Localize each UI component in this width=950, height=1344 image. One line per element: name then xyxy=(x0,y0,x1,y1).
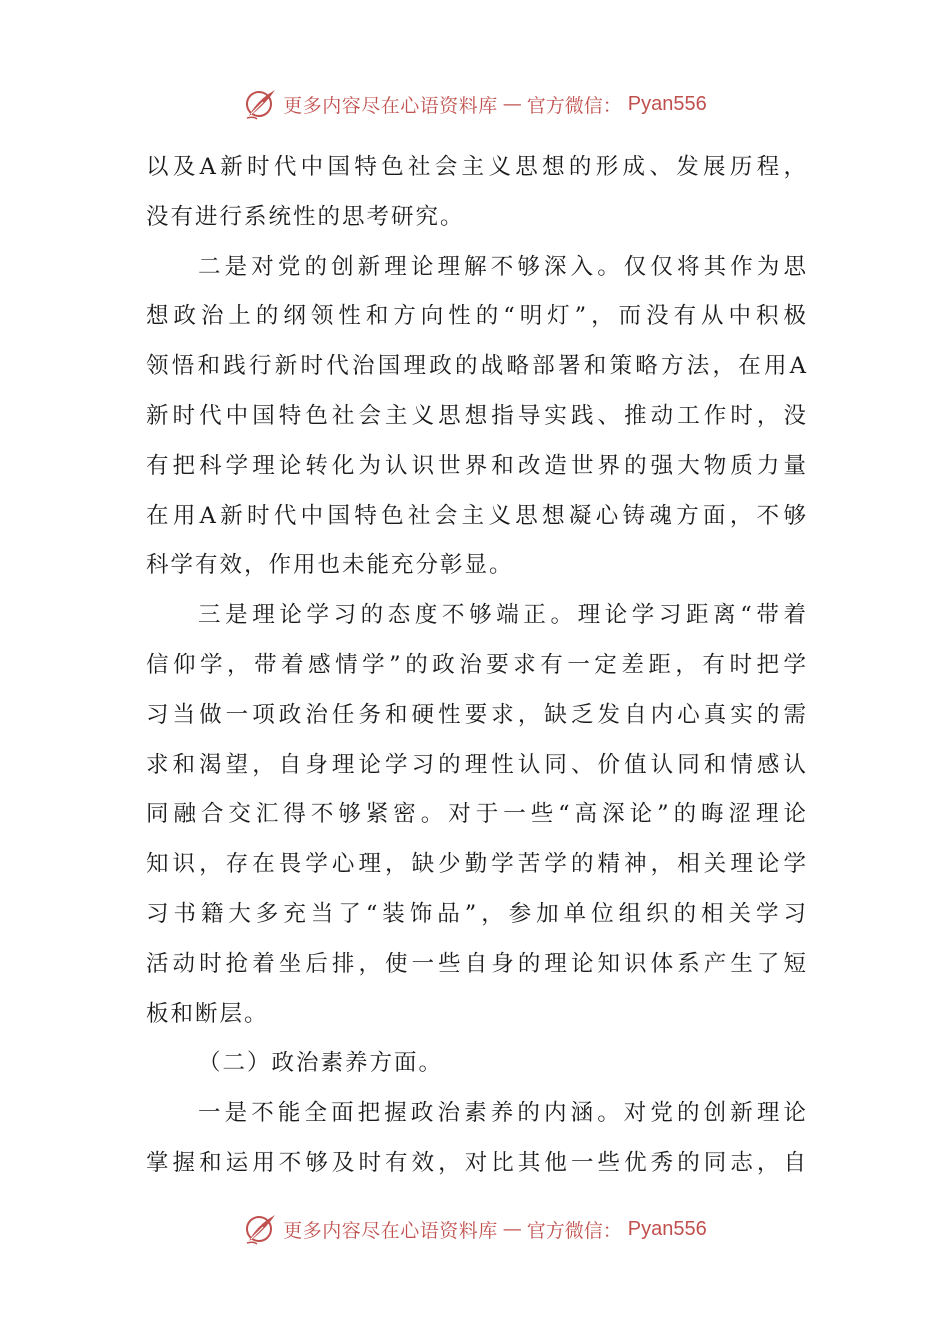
text-line: 二是对党的创新理论理解不够深入。仅仅将其作为思 xyxy=(198,253,808,280)
watermark-text: 更多内容尽在心语资料库 xyxy=(283,1219,498,1242)
text-line: 习当做一项政治任务和硬性要求，缺乏发自内心真实的需 xyxy=(146,701,808,728)
watermark-separator: — xyxy=(502,1218,522,1240)
text-line: 习书籍大多充当了“装饰品”，参加单位组织的相关学习 xyxy=(146,900,808,927)
quill-logo-icon xyxy=(243,86,279,122)
text-line: （二）政治素养方面。 xyxy=(198,1050,444,1077)
header-watermark xyxy=(0,84,950,124)
text-line: 三是理论学习的态度不够端正。理论学习距离“带着 xyxy=(198,602,808,629)
text-line: 在用A新时代中国特色社会主义思想凝心铸魂方面，不够 xyxy=(146,502,808,529)
text-line: 领悟和践行新时代治国理政的战略部署和策略方法，在用A xyxy=(146,353,808,380)
text-line: 新时代中国特色社会主义思想指导实践、推动工作时，没 xyxy=(146,402,808,429)
footer-watermark xyxy=(0,1209,950,1249)
document-body xyxy=(146,143,808,1189)
watermark-id: Pyan556 xyxy=(627,1217,707,1240)
text-line: 信仰学，带着感情学”的政治要求有一定差距，有时把学 xyxy=(146,651,808,678)
watermark-text: 更多内容尽在心语资料库 xyxy=(283,94,498,117)
watermark-label: 官方微信： xyxy=(526,1219,622,1242)
text-line: 活动时抢着坐后排，使一些自身的理论知识体系产生了短 xyxy=(146,950,808,977)
watermark-id: Pyan556 xyxy=(627,92,707,115)
text-line: 板和断层。 xyxy=(146,1000,269,1027)
text-line: 科学有效，作用也未能充分彰显。 xyxy=(146,552,514,579)
watermark-separator: — xyxy=(502,93,522,115)
text-line: 有把科学理论转化为认识世界和改造世界的强大物质力量 xyxy=(146,452,808,479)
text-line: 同融合交汇得不够紧密。对于一些“高深论”的晦涩理论 xyxy=(146,801,808,828)
quill-logo-icon xyxy=(243,1211,279,1247)
text-line: 掌握和运用不够及时有效，对比其他一些优秀的同志，自 xyxy=(146,1149,808,1176)
text-line: 没有进行系统性的思考研究。 xyxy=(146,203,465,230)
text-line: 一是不能全面把握政治素养的内涵。对党的创新理论 xyxy=(198,1100,808,1127)
text-line: 知识，存在畏学心理，缺少勤学苦学的精神，相关理论学 xyxy=(146,851,808,878)
watermark-label: 官方微信： xyxy=(526,94,622,117)
text-line: 想政治上的纲领性和方向性的“明灯”，而没有从中积极 xyxy=(146,303,808,330)
text-line: 以及A新时代中国特色社会主义思想的形成、发展历程， xyxy=(146,154,808,180)
text-line: 求和渴望，自身理论学习的理性认同、价值认同和情感认 xyxy=(146,751,808,778)
